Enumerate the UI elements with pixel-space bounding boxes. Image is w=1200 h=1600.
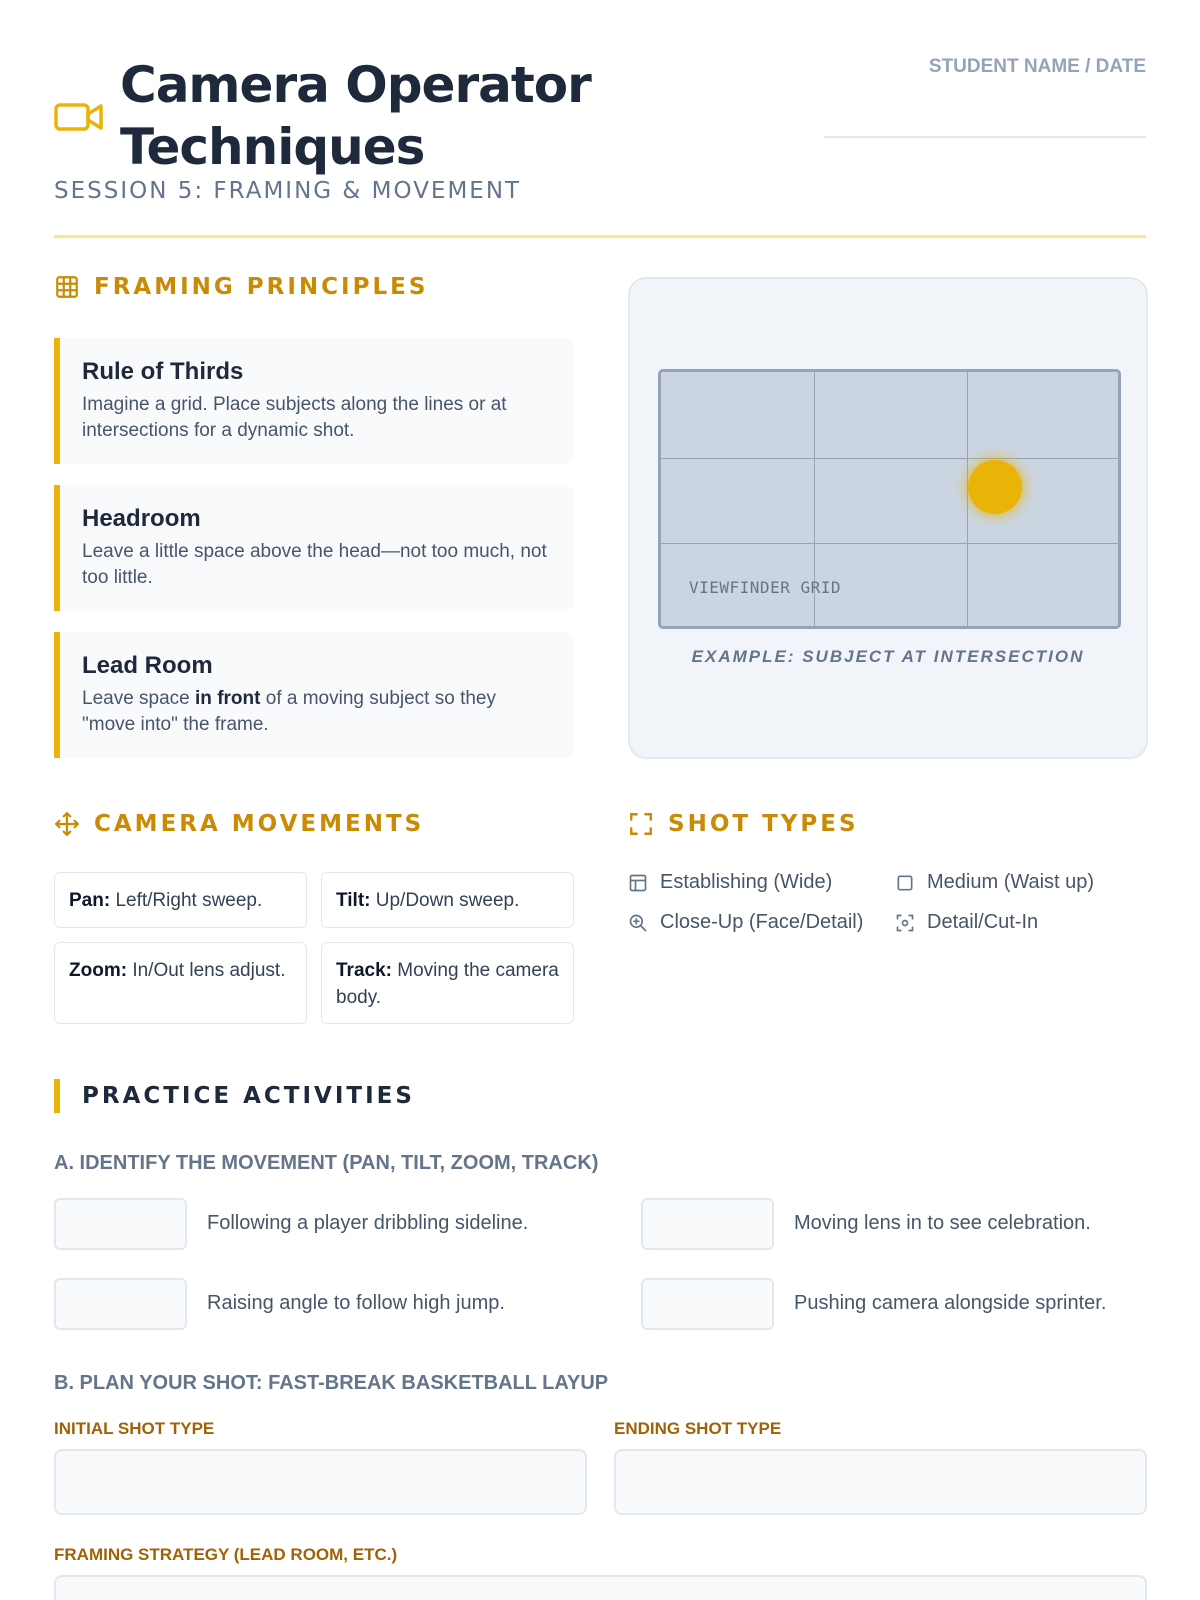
viewfinder-label: VIEWFINDER GRID [689,578,841,597]
framing-principles-heading [54,274,428,300]
track-definition: Track: Moving the camera body. [321,942,574,1024]
move-arrows-icon [54,811,80,837]
zoom-definition: Zoom: In/Out lens adjust. [54,942,307,1024]
prompt-3: Raising angle to follow high jump. [207,1292,505,1314]
card-text: Leave space in front of a moving subject so they "move into" the frame. [82,688,496,735]
header-divider [54,235,1146,238]
ending-shot-field[interactable] [614,1449,1147,1515]
frame-corners-icon [628,811,654,837]
tilt-definition: Tilt: Up/Down sweep. [321,872,574,928]
square-icon [895,873,915,893]
card-title: Lead Room [82,652,213,679]
shot-types-title: SHOT TYPES [668,811,859,837]
zoom-in-icon [628,913,648,933]
page-title: Camera Operator Techniques [120,56,591,176]
framing-principles-title: FRAMING PRINCIPLES [94,274,429,300]
video-camera-icon [54,97,104,137]
student-name-label: STUDENT NAME / DATE [928,56,1146,77]
shot-type-establishing: Establishing (Wide) [628,871,832,894]
layout-icon [628,873,648,893]
viewfinder-panel [628,277,1148,759]
grid-icon [54,274,80,300]
prompt-2: Moving lens in to see celebration. [794,1212,1091,1234]
headroom-card [54,485,574,611]
page-subtitle: SESSION 5: FRAMING & MOVEMENT [54,178,522,204]
shot-type-detail: Detail/Cut-In [895,911,1038,934]
focus-icon [895,913,915,933]
framing-strategy-field[interactable] [54,1575,1147,1600]
viewfinder-grid [658,369,1121,629]
student-name-field[interactable] [824,136,1146,138]
part-b-heading: B. PLAN YOUR SHOT: FAST-BREAK BASKETBALL LAYUP [54,1372,609,1394]
answer-box-3[interactable] [54,1278,187,1330]
rule-of-thirds-card [54,338,574,464]
part-a-heading: A. IDENTIFY THE MOVEMENT (PAN, TILT, ZOOM, TRACK) [54,1152,599,1174]
shot-type-medium: Medium (Waist up) [895,871,1094,894]
shot-type-close-up: Close-Up (Face/Detail) [628,911,863,934]
camera-movements-heading [54,811,424,837]
shot-types-heading [628,811,859,837]
answer-box-1[interactable] [54,1198,187,1250]
camera-movements-title: CAMERA MOVEMENTS [94,811,425,837]
ending-shot-label: ENDING SHOT TYPE [614,1419,782,1438]
initial-shot-label: INITIAL SHOT TYPE [54,1419,215,1438]
lead-room-card [54,632,574,758]
initial-shot-field[interactable] [54,1449,587,1515]
card-text: Leave a little space above the head—not too much, not too little. [82,541,547,588]
worksheet-header [54,54,1146,239]
card-text: Imagine a grid. Place subjects along the lines or at intersections for a dynamic shot. [82,394,507,441]
practice-activities-heading: PRACTICE ACTIVITIES [54,1079,415,1113]
card-title: Rule of Thirds [82,358,244,385]
subject-dot [968,460,1022,514]
viewfinder-caption: EXAMPLE: SUBJECT AT INTERSECTION [691,647,1085,666]
card-title: Headroom [82,505,201,532]
prompt-1: Following a player dribbling sideline. [207,1212,529,1234]
framing-strategy-label: FRAMING STRATEGY (LEAD ROOM, ETC.) [54,1545,398,1564]
prompt-4: Pushing camera alongside sprinter. [794,1292,1107,1314]
answer-box-2[interactable] [641,1198,774,1250]
answer-box-4[interactable] [641,1278,774,1330]
pan-definition: Pan: Left/Right sweep. [54,872,307,928]
